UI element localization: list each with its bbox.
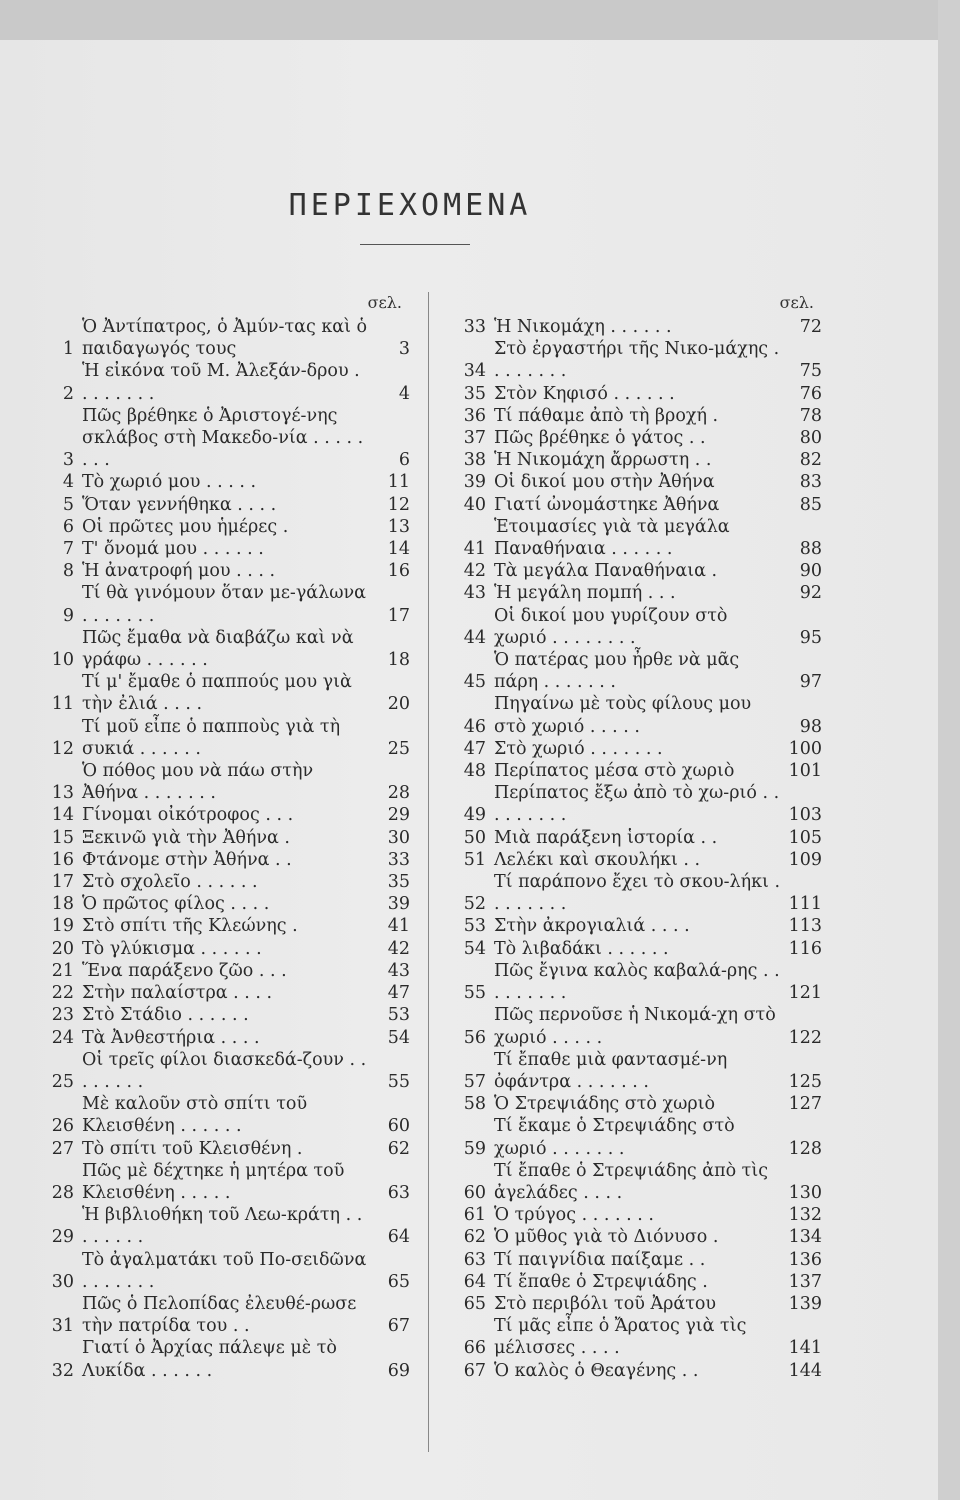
entry-page-number: 35 bbox=[387, 872, 410, 893]
entry-number: 28 bbox=[51, 1182, 74, 1203]
entry-number: 4 bbox=[62, 472, 74, 493]
column-divider bbox=[428, 292, 429, 1452]
toc-left-column bbox=[40, 290, 410, 1382]
entry-number: 60 bbox=[463, 1182, 486, 1203]
entry-title: Ἡ Νικομάχη . . . . . . bbox=[494, 317, 672, 337]
entry-title: Τ' ὄνομά μου . . . . . . bbox=[82, 539, 264, 560]
entry-title: Ἕνα παράξενο ζῶο . . . bbox=[82, 960, 287, 981]
entry-page-number: 69 bbox=[387, 1360, 410, 1381]
entry-number: 43 bbox=[463, 583, 486, 604]
toc-entry bbox=[40, 760, 410, 804]
entry-number: 41 bbox=[463, 539, 486, 560]
entry-title: Τί πάθαμε ἀπὸ τὴ βροχή . bbox=[494, 405, 719, 426]
entry-page-number: 64 bbox=[387, 1227, 410, 1248]
entry-title: Ὁ πόθος μου νὰ πάω στὴν Ἀθήνα . . . . . . . bbox=[82, 761, 314, 804]
entry-title: Οἱ τρεῖς φίλοι διασκεδά-ζουν . . . . . . . . bbox=[82, 1049, 367, 1092]
entry-title: Ὁ καλὸς ὁ Θεαγένης . . bbox=[494, 1360, 699, 1381]
toc-entry bbox=[452, 560, 822, 582]
entry-number: 66 bbox=[463, 1338, 486, 1359]
entry-number: 51 bbox=[463, 849, 486, 870]
toc-entry bbox=[452, 1115, 822, 1159]
entry-number: 38 bbox=[463, 450, 486, 471]
toc-right-list bbox=[452, 316, 822, 1382]
toc-entry bbox=[40, 960, 410, 982]
toc-entry bbox=[40, 538, 410, 560]
entry-number: 67 bbox=[463, 1360, 486, 1381]
entry-page-number: 97 bbox=[799, 672, 822, 693]
entry-page-number: 109 bbox=[788, 849, 822, 870]
entry-title: Ὁ πατέρας μου ἦρθε νὰ μᾶς πάρη . . . . . . . bbox=[494, 650, 740, 693]
entry-title: Μιὰ παράξενη ἱστορία . . bbox=[494, 827, 718, 848]
entry-number: 53 bbox=[463, 916, 486, 937]
toc-entry bbox=[452, 1360, 822, 1382]
entry-page-number: 100 bbox=[788, 738, 822, 759]
entry-number: 61 bbox=[463, 1205, 486, 1226]
entry-number: 9 bbox=[62, 605, 74, 626]
toc-entry bbox=[452, 516, 822, 560]
entry-title: Ξεκινῶ γιὰ τὴν Ἀθήνα . bbox=[82, 827, 290, 848]
entry-number: 56 bbox=[463, 1027, 486, 1048]
entry-number: 59 bbox=[463, 1138, 486, 1159]
entry-page-number: 144 bbox=[788, 1360, 822, 1381]
entry-number: 20 bbox=[51, 938, 74, 959]
toc-entry bbox=[452, 1293, 822, 1315]
entry-page-number: 41 bbox=[387, 916, 410, 937]
entry-number: 16 bbox=[51, 849, 74, 870]
entry-number: 50 bbox=[463, 827, 486, 848]
entry-number: 34 bbox=[463, 361, 486, 382]
entry-title: Στὸ ἐργαστήρι τῆς Νικο-μάχης . . . . . . . . bbox=[494, 339, 780, 382]
toc-entry bbox=[452, 849, 822, 871]
entry-title: Περίπατος ἔξω ἀπὸ τὸ χω-ριό . . . . . . . . . bbox=[494, 783, 780, 826]
entry-title: Μὲ καλοῦν στὸ σπίτι τοῦ Κλεισθένη . . . . . . bbox=[82, 1094, 308, 1137]
toc-entry bbox=[40, 1249, 410, 1293]
entry-number: 23 bbox=[51, 1005, 74, 1026]
entry-number: 55 bbox=[463, 983, 486, 1004]
entry-page-number: 130 bbox=[788, 1182, 822, 1203]
entry-title: Ὁ Στρεψιάδης στὸ χωριὸ bbox=[494, 1094, 716, 1115]
toc-entry bbox=[40, 1337, 410, 1381]
entry-title: Πῶς περνοῦσε ἡ Νικομά-χη στὸ χωριό . . . . . bbox=[494, 1005, 776, 1048]
entry-page-number: 134 bbox=[788, 1227, 822, 1248]
entry-page-number: 33 bbox=[387, 849, 410, 870]
toc-entry bbox=[40, 582, 410, 626]
toc-entry bbox=[452, 582, 822, 604]
entry-page-number: 92 bbox=[799, 583, 822, 604]
entry-number: 57 bbox=[463, 1071, 486, 1092]
entry-page-number: 14 bbox=[387, 539, 410, 560]
toc-entry bbox=[452, 871, 822, 915]
toc-entry bbox=[40, 405, 410, 472]
toc-entry bbox=[40, 471, 410, 493]
entry-title: Τί μ' ἔμαθε ὁ παππούς μου γιὰ τὴν ἐλιά . . . . bbox=[82, 672, 352, 715]
entry-number: 46 bbox=[463, 716, 486, 737]
entry-page-number: 122 bbox=[788, 1027, 822, 1048]
entry-page-number: 29 bbox=[387, 805, 410, 826]
entry-page-number: 63 bbox=[387, 1182, 410, 1203]
toc-entry bbox=[40, 982, 410, 1004]
toc-entry bbox=[452, 760, 822, 782]
toc-entry bbox=[40, 1204, 410, 1248]
entry-page-number: 83 bbox=[799, 472, 822, 493]
entry-title: Ἑτοιμασίες γιὰ τὰ μεγάλα Παναθήναια . . . . . . bbox=[494, 516, 730, 560]
toc-entry bbox=[452, 605, 822, 649]
toc-entry bbox=[40, 804, 410, 826]
entry-page-number: 90 bbox=[799, 561, 822, 582]
toc-entry bbox=[452, 1049, 822, 1093]
toc-entry bbox=[40, 560, 410, 582]
toc-left-list bbox=[40, 316, 410, 1382]
entry-title: Ὁ πρῶτος φίλος . . . . bbox=[82, 894, 270, 915]
toc-entry bbox=[452, 1093, 822, 1115]
entry-title: Στὴν ἀκρογιαλιά . . . . bbox=[494, 916, 690, 937]
entry-page-number: 13 bbox=[387, 516, 410, 537]
entry-page-number: 65 bbox=[387, 1271, 410, 1292]
entry-title: Τί παιγνίδια παίξαμε . . bbox=[494, 1249, 706, 1270]
entry-title: Πῶς ὁ Πελοπίδας ἐλευθέ-ρωσε τὴν πατρίδα του . . bbox=[82, 1293, 357, 1337]
toc-entry bbox=[40, 1093, 410, 1137]
entry-page-number: 4 bbox=[398, 383, 410, 404]
entry-title: Ἡ βιβλιοθήκη τοῦ Λεω-κράτη . . . . . . . . bbox=[82, 1205, 363, 1248]
entry-page-number: 82 bbox=[799, 450, 822, 471]
toc-entry bbox=[40, 1027, 410, 1049]
toc-entry bbox=[452, 449, 822, 471]
entry-page-number: 76 bbox=[799, 383, 822, 404]
entry-page-number: 67 bbox=[387, 1316, 410, 1337]
entry-page-number: 20 bbox=[387, 694, 410, 715]
toc-entry bbox=[452, 1160, 822, 1204]
toc-entry bbox=[452, 1204, 822, 1226]
entry-page-number: 141 bbox=[788, 1338, 822, 1359]
entry-title: Στὸ Στάδιο . . . . . . bbox=[82, 1005, 249, 1026]
entry-number: 19 bbox=[51, 916, 74, 937]
entry-title: Τὰ μεγάλα Παναθήναια . bbox=[494, 561, 718, 582]
entry-title: Ὁ Ἀντίπατρος, ὁ Ἀμύν-τας καὶ ὁ παιδαγωγός τους bbox=[82, 317, 368, 360]
entry-number: 11 bbox=[51, 694, 74, 715]
title-rule bbox=[360, 244, 470, 245]
toc-entry bbox=[452, 471, 822, 493]
entry-number: 27 bbox=[51, 1138, 74, 1159]
entry-page-number: 55 bbox=[387, 1071, 410, 1092]
toc-entry bbox=[452, 827, 822, 849]
entry-title: Πῶς βρέθηκε ὁ γάτος . . bbox=[494, 428, 706, 449]
entry-title: Τὸ χωριό μου . . . . . bbox=[82, 472, 257, 493]
toc-entry bbox=[40, 516, 410, 538]
entry-title: Ὁ τρύγος . . . . . . . bbox=[494, 1205, 654, 1226]
toc-entry bbox=[40, 316, 410, 360]
entry-page-number: 11 bbox=[387, 472, 410, 493]
entry-page-number: 30 bbox=[387, 827, 410, 848]
toc-entry bbox=[452, 1271, 822, 1293]
entry-page-number: 16 bbox=[387, 561, 410, 582]
entry-number: 49 bbox=[463, 805, 486, 826]
entry-number: 24 bbox=[51, 1027, 74, 1048]
toc-entry bbox=[452, 738, 822, 760]
entry-page-number: 127 bbox=[788, 1094, 822, 1115]
entry-page-number: 128 bbox=[788, 1138, 822, 1159]
entry-number: 62 bbox=[463, 1227, 486, 1248]
entry-title: Πῶς βρέθηκε ὁ Ἀριστογέ-νης σκλάβος στὴ Μακεδο-νία . . . . . . . . bbox=[82, 405, 364, 471]
entry-title: Πηγαίνω μὲ τοὺς φίλους μου στὸ χωριό . . . . . bbox=[494, 694, 752, 737]
entry-title: Τὰ Ἀνθεστήρια . . . . bbox=[82, 1027, 260, 1048]
entry-title: Πῶς μὲ δέχτηκε ἡ μητέρα τοῦ Κλεισθένη . . . . . bbox=[82, 1160, 345, 1203]
entry-title: Περίπατος μέσα στὸ χωριὸ bbox=[494, 761, 735, 782]
toc-entry bbox=[40, 938, 410, 960]
toc-entry bbox=[452, 1004, 822, 1048]
entry-number: 44 bbox=[463, 627, 486, 648]
entry-title: Στὸ σχολεῖο . . . . . . bbox=[82, 872, 258, 893]
entry-page-number: 18 bbox=[387, 650, 410, 671]
toc-entry bbox=[452, 494, 822, 516]
entry-title: Οἱ δικοί μου στὴν Ἀθήνα bbox=[494, 472, 715, 493]
toc-entry bbox=[40, 360, 410, 404]
entry-number: 14 bbox=[51, 805, 74, 826]
entry-title: Γιατί ὠνομάστηκε Ἀθήνα bbox=[494, 494, 720, 515]
entry-number: 1 bbox=[62, 339, 74, 360]
entry-number: 8 bbox=[62, 561, 74, 582]
entry-title: Τί ἔπαθε ὁ Στρεψιάδης . bbox=[494, 1271, 708, 1292]
entry-title: Ὁ μῦθος γιὰ τὸ Διόνυσο . bbox=[494, 1227, 719, 1248]
page-column-label-left: σελ. bbox=[367, 293, 402, 312]
scan-top-band bbox=[0, 0, 960, 40]
entry-number: 29 bbox=[51, 1227, 74, 1248]
entry-number: 7 bbox=[62, 539, 74, 560]
entry-title: Τὸ ἀγαλματάκι τοῦ Πο-σειδῶνα . . . . . . . bbox=[82, 1249, 367, 1292]
entry-title: Τί ἔπαθε μιὰ φαντασμέ-νη ὀφάντρα . . . . . . . bbox=[494, 1049, 728, 1092]
entry-page-number: 25 bbox=[387, 738, 410, 759]
toc-entry bbox=[40, 871, 410, 893]
entry-page-number: 47 bbox=[387, 983, 410, 1004]
entry-title: Τί μᾶς εἶπε ὁ Ἄρατος γιὰ τὶς μέλισσες . . . . bbox=[494, 1316, 747, 1359]
entry-title: Γιατί ὁ Ἀρχίας πάλεψε μὲ τὸ Λυκίδα . . . . . . bbox=[82, 1338, 337, 1381]
entry-page-number: 121 bbox=[788, 983, 822, 1004]
entry-number: 64 bbox=[463, 1271, 486, 1292]
toc-entry bbox=[40, 827, 410, 849]
entry-number: 40 bbox=[463, 494, 486, 515]
entry-number: 54 bbox=[463, 938, 486, 959]
entry-title: Γίνομαι οἰκότροφος . . . bbox=[82, 805, 294, 826]
entry-page-number: 137 bbox=[788, 1271, 822, 1292]
toc-entry bbox=[452, 338, 822, 382]
entry-title: Οἱ πρῶτες μου ἡμέρες . bbox=[82, 516, 289, 537]
entry-number: 17 bbox=[51, 872, 74, 893]
toc-entry bbox=[40, 627, 410, 671]
entry-number: 36 bbox=[463, 405, 486, 426]
toc-entry bbox=[452, 1249, 822, 1271]
toc-entry bbox=[40, 915, 410, 937]
toc-entry bbox=[40, 1293, 410, 1337]
entry-page-number: 3 bbox=[398, 339, 410, 360]
entry-page-number: 132 bbox=[788, 1205, 822, 1226]
entry-number: 63 bbox=[463, 1249, 486, 1270]
entry-number: 47 bbox=[463, 738, 486, 759]
toc-entry bbox=[40, 1138, 410, 1160]
entry-page-number: 85 bbox=[799, 494, 822, 515]
entry-page-number: 111 bbox=[788, 894, 822, 915]
entry-number: 25 bbox=[51, 1071, 74, 1092]
entry-page-number: 80 bbox=[799, 428, 822, 449]
entry-number: 13 bbox=[51, 783, 74, 804]
entry-page-number: 78 bbox=[799, 405, 822, 426]
entry-title: Ὅταν γεννήθηκα . . . . bbox=[82, 494, 277, 515]
entry-page-number: 103 bbox=[788, 805, 822, 826]
toc-entry bbox=[452, 649, 822, 693]
toc-entry bbox=[40, 494, 410, 516]
entry-number: 10 bbox=[51, 650, 74, 671]
entry-number: 42 bbox=[463, 561, 486, 582]
toc-entry bbox=[40, 1160, 410, 1204]
entry-page-number: 72 bbox=[799, 317, 822, 337]
entry-title: Στὸ χωριό . . . . . . . bbox=[494, 738, 663, 759]
entry-number: 39 bbox=[463, 472, 486, 493]
entry-title: Πῶς ἔγινα καλὸς καβαλά-ρης . . . . . . . . . bbox=[494, 960, 780, 1004]
toc-entry bbox=[452, 960, 822, 1004]
entry-number: 52 bbox=[463, 894, 486, 915]
entry-page-number: 42 bbox=[387, 938, 410, 959]
entry-page-number: 28 bbox=[387, 783, 410, 804]
entry-title: Τί παράπονο ἔχει τὸ σκου-λήκι . . . . . . . . bbox=[494, 872, 781, 915]
toc-entry bbox=[452, 427, 822, 449]
toc-entry bbox=[452, 1315, 822, 1359]
entry-page-number: 12 bbox=[387, 494, 410, 515]
entry-number: 35 bbox=[463, 383, 486, 404]
entry-page-number: 43 bbox=[387, 960, 410, 981]
entry-page-number: 54 bbox=[387, 1027, 410, 1048]
entry-number: 37 bbox=[463, 428, 486, 449]
entry-number: 18 bbox=[51, 894, 74, 915]
entry-title: Τί θὰ γινόμουν ὅταν με-γάλωνα . . . . . . . bbox=[82, 583, 366, 626]
entry-page-number: 53 bbox=[387, 1005, 410, 1026]
entry-page-number: 136 bbox=[788, 1249, 822, 1270]
entry-title: Ἡ Νικομάχη ἄρρωστη . . bbox=[494, 450, 712, 471]
toc-entry bbox=[40, 1049, 410, 1093]
toc-entry bbox=[452, 782, 822, 826]
toc-entry bbox=[40, 1004, 410, 1026]
toc-entry bbox=[40, 849, 410, 871]
entry-number: 26 bbox=[51, 1116, 74, 1137]
entry-page-number: 39 bbox=[387, 894, 410, 915]
entry-page-number: 60 bbox=[387, 1116, 410, 1137]
entry-title: Ἡ εἰκόνα τοῦ Μ. Ἀλεξάν-δρου . . . . . . . . bbox=[82, 361, 360, 404]
entry-page-number: 116 bbox=[788, 938, 822, 959]
entry-title: Τί ἔκαμε ὁ Στρεψιάδης στὸ χωριό . . . . . . . bbox=[494, 1116, 735, 1159]
entry-number: 45 bbox=[463, 672, 486, 693]
toc-entry bbox=[40, 716, 410, 760]
entry-title: Στὸ περιβόλι τοῦ Ἀράτου bbox=[494, 1293, 717, 1314]
entry-number: 15 bbox=[51, 827, 74, 848]
entry-number: 3 bbox=[62, 450, 74, 471]
toc-entry bbox=[452, 316, 822, 338]
entry-page-number: 17 bbox=[387, 605, 410, 626]
entry-number: 58 bbox=[463, 1094, 486, 1115]
toc-entry bbox=[452, 1226, 822, 1248]
entry-page-number: 75 bbox=[799, 361, 822, 382]
entry-page-number: 101 bbox=[788, 761, 822, 782]
entry-number: 33 bbox=[463, 317, 486, 337]
toc-entry bbox=[452, 383, 822, 405]
entry-title: Στὸν Κηφισό . . . . . . bbox=[494, 383, 675, 404]
entry-number: 22 bbox=[51, 983, 74, 1004]
entry-page-number: 95 bbox=[799, 627, 822, 648]
entry-number: 30 bbox=[51, 1271, 74, 1292]
toc-entry bbox=[452, 405, 822, 427]
entry-title: Ἡ μεγάλη πομπή . . . bbox=[494, 583, 676, 604]
entry-title: Τὸ γλύκισμα . . . . . . bbox=[82, 938, 262, 959]
entry-title: Στὸ σπίτι τῆς Κλεώνης . bbox=[82, 916, 298, 937]
entry-page-number: 88 bbox=[799, 539, 822, 560]
entry-number: 21 bbox=[51, 960, 74, 981]
entry-number: 6 bbox=[62, 516, 74, 537]
entry-title: Πῶς ἔμαθα νὰ διαβάζω καὶ νὰ γράφω . . . . . . bbox=[82, 627, 354, 671]
entry-title: Οἱ δικοί μου γυρίζουν στὸ χωριό . . . . . . . . bbox=[494, 605, 728, 648]
entry-number: 2 bbox=[62, 383, 74, 404]
entry-number: 5 bbox=[62, 494, 74, 515]
scan-right-edge bbox=[938, 0, 960, 1500]
entry-title: Τί ἔπαθε ὁ Στρεψιάδης ἀπὸ τὶς ἀγελάδες . . . . bbox=[494, 1160, 769, 1203]
entry-title: Ἡ ἀνατροφή μου . . . . bbox=[82, 561, 276, 582]
entry-title: Στὴν παλαίστρα . . . . bbox=[82, 983, 273, 1004]
toc-entry bbox=[40, 671, 410, 715]
entry-page-number: 105 bbox=[788, 827, 822, 848]
entry-number: 31 bbox=[51, 1316, 74, 1337]
entry-page-number: 113 bbox=[788, 916, 822, 937]
entry-page-number: 98 bbox=[799, 716, 822, 737]
entry-title: Τὸ λιβαδάκι . . . . . . bbox=[494, 938, 669, 959]
entry-page-number: 62 bbox=[387, 1138, 410, 1159]
entry-page-number: 125 bbox=[788, 1071, 822, 1092]
entry-title: Τί μοῦ εἶπε ὁ παπποὺς γιὰ τὴ συκιά . . . . . . bbox=[82, 716, 341, 759]
entry-number: 48 bbox=[463, 761, 486, 782]
entry-number: 32 bbox=[51, 1360, 74, 1381]
toc-entry bbox=[452, 938, 822, 960]
entry-page-number: 139 bbox=[788, 1293, 822, 1314]
entry-number: 12 bbox=[51, 738, 74, 759]
toc-entry bbox=[452, 915, 822, 937]
entry-title: Φτάνομε στὴν Ἀθήνα . . bbox=[82, 849, 292, 870]
entry-title: Τὸ σπίτι τοῦ Κλεισθένη . bbox=[82, 1138, 303, 1159]
toc-entry bbox=[452, 693, 822, 737]
entry-title: Λελέκι καὶ σκουλήκι . . bbox=[494, 849, 701, 870]
toc-right-column bbox=[452, 290, 822, 1382]
page-column-label-right: σελ. bbox=[779, 293, 814, 312]
toc-entry bbox=[40, 893, 410, 915]
entry-page-number: 6 bbox=[398, 450, 410, 471]
entry-number: 65 bbox=[463, 1293, 486, 1314]
page-title: ΠΕΡΙΕΧΟΜΕΝΑ bbox=[288, 188, 532, 223]
